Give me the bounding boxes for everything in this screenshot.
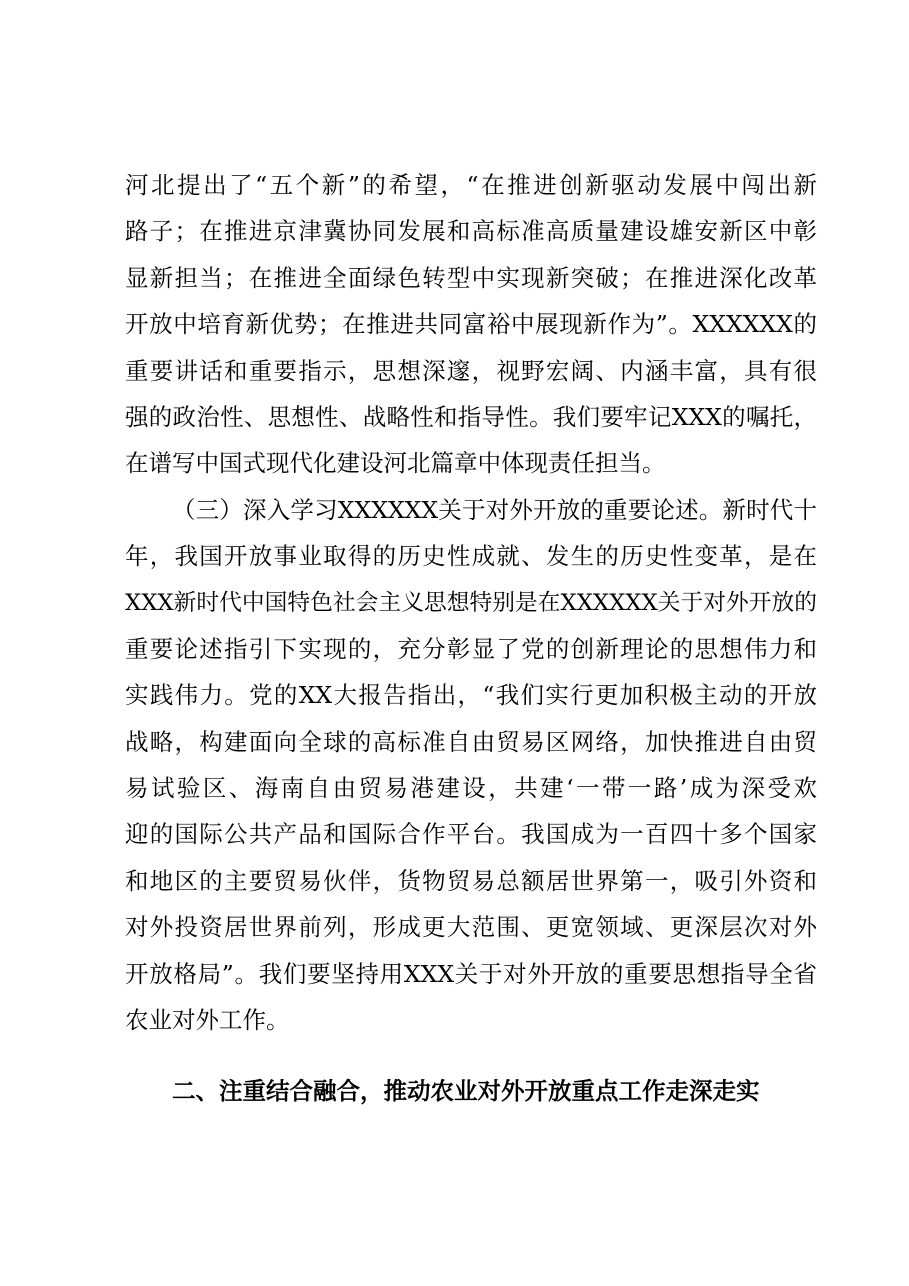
- paragraph-2-line-9: 和地区的主要贸易伙伴，货物贸易总额居世界第一，吸引外资和: [125, 866, 817, 895]
- paragraph-2-line-6: 战略，构建面向全球的高标准自由贸易区网络，加快推进自由贸: [125, 727, 817, 756]
- paragraph-2-line-7: 易试验区、海南自由贸易港建设，共建‘一带一路’成为深受欢: [125, 774, 817, 803]
- paragraph-2-line-1: （三）深入学习XXXXXX关于对外开放的重要论述。新时代十: [172, 495, 817, 524]
- paragraph-1-line-6: 强的政治性、思想性、战略性和指导性。我们要牢记XXX的嘱托，: [125, 402, 817, 431]
- paragraph-1-line-1: 河北提出了“五个新”的希望，“在推进创新驱动发展中闯出新: [125, 171, 817, 199]
- paragraph-2: [125, 487, 817, 1044]
- document-body: [125, 162, 817, 1043]
- paragraph-1-line-4: 开放中培育新优势；在推进共同富裕中展现新作为”。XXXXXX的: [125, 310, 817, 339]
- paragraph-1-line-7: 在谱写中国式现代化建设河北篇章中体现责任担当。: [125, 449, 666, 478]
- paragraph-2-line-10: 对外投资居世界前列，形成更大范围、更宽领域、更深层次对外: [125, 913, 817, 942]
- paragraph-1-line-2: 路子；在推进京津冀协同发展和高标准高质量建设雄安新区中彰: [125, 217, 817, 246]
- paragraph-2-line-5: 实践伟力。党的XX大报告指出，“我们实行更加积极主动的开放: [125, 681, 817, 710]
- paragraph-2-line-2: 年，我国开放事业取得的历史性成就、发生的历史性变革，是在: [125, 542, 817, 571]
- paragraph-1-line-5: 重要讲话和重要指示，思想深邃，视野宏阔、内涵丰富，具有很: [125, 356, 817, 385]
- paragraph-2-line-4: 重要论述指引下实现的，充分彰显了党的创新理论的思想伟力和: [125, 634, 817, 663]
- paragraph-1: [125, 162, 817, 487]
- paragraph-2-line-12: 农业对外工作。: [125, 1006, 290, 1035]
- paragraph-2-line-8: 迎的国际公共产品和国际合作平台。我国成为一百四十多个国家: [125, 820, 817, 849]
- paragraph-1-line-3: 显新担当；在推进全面绿色转型中实现新突破；在推进深化改革: [125, 263, 817, 292]
- paragraph-2-line-11: 开放格局”。我们要坚持用XXX关于对外开放的重要思想指导全省: [125, 959, 817, 988]
- paragraph-2-line-3: XXX新时代中国特色社会主义思想特别是在XXXXXX关于对外开放的: [125, 589, 817, 616]
- section-heading: 二、注重结合融合，推动农业对外开放重点工作走深走实: [172, 1077, 760, 1105]
